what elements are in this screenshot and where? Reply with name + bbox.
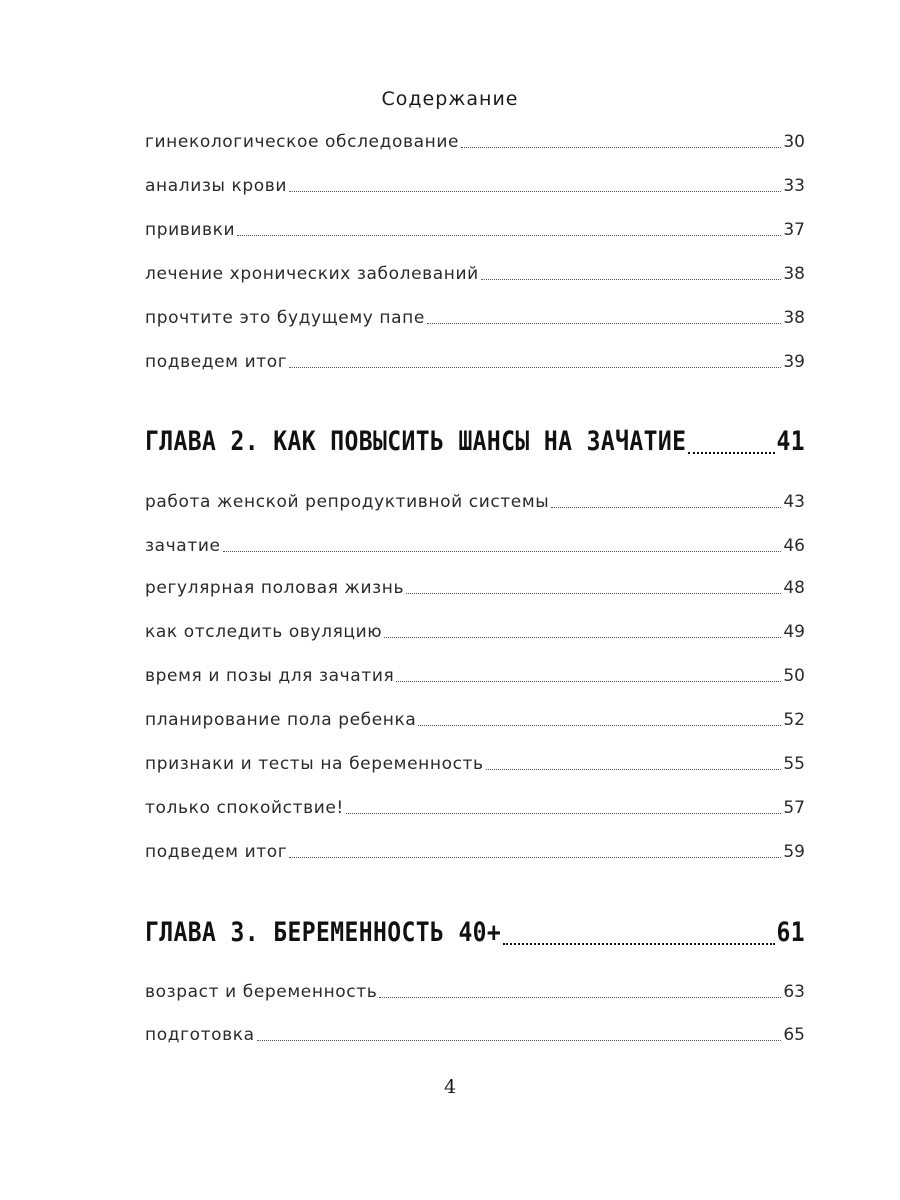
dot-leader <box>346 812 782 814</box>
toc-entry-page: 57 <box>783 798 805 818</box>
toc-entry-page: 46 <box>783 536 805 556</box>
toc-entry-title: анализы крови <box>145 176 288 196</box>
toc-chapter-entry <box>145 427 805 458</box>
toc-entry-title: время и позы для зачатия <box>145 666 395 686</box>
toc-entry <box>145 624 805 641</box>
toc-entry-page: 50 <box>783 666 805 686</box>
toc-entry-title: гинекологическое обследование <box>145 132 460 152</box>
toc-entry <box>145 310 805 327</box>
dot-leader <box>418 724 781 726</box>
dot-leader <box>289 366 781 368</box>
dot-leader <box>396 680 781 682</box>
dot-leader <box>223 550 782 552</box>
dot-leader <box>486 768 782 770</box>
toc-entry-title: подведем итог <box>145 352 288 372</box>
chapter-title: ГЛАВА 3. БЕРЕМЕННОСТЬ 40+ <box>145 918 502 949</box>
toc-entry-page: 43 <box>783 492 805 512</box>
toc-entry-page: 38 <box>783 264 805 284</box>
toc-entry-title: возраст и беременность <box>145 982 378 1002</box>
toc-entry-title: как отследить овуляцию <box>145 622 383 642</box>
dot-leader <box>384 636 781 638</box>
chapter-title: ГЛАВА 2. КАК ПОВЫСИТЬ ШАНСЫ НА ЗАЧАТИЕ <box>145 427 687 458</box>
chapter-page: 61 <box>776 918 805 949</box>
toc-entry-title: зачатие <box>145 536 221 556</box>
toc-entry-page: 30 <box>783 132 805 152</box>
toc-entry <box>145 538 805 555</box>
toc-entry <box>145 580 805 597</box>
toc-entry <box>145 134 805 151</box>
dot-leader <box>551 506 781 508</box>
dot-leader <box>406 592 781 594</box>
toc-entry <box>145 354 805 371</box>
toc-entry <box>145 668 805 685</box>
toc-entry <box>145 494 805 511</box>
dot-leader <box>427 322 781 324</box>
toc-entry-page: 48 <box>783 578 805 598</box>
toc-entry-page: 59 <box>783 842 805 862</box>
toc-entry <box>145 756 805 773</box>
toc-entry-title: прививки <box>145 220 236 240</box>
dot-leader <box>461 146 781 148</box>
toc-entry-page: 63 <box>783 982 805 1002</box>
dot-leader <box>289 856 781 858</box>
toc-entry <box>145 1027 805 1044</box>
toc-entry-title: планирование пола ребенка <box>145 710 417 730</box>
toc-entry-page: 49 <box>783 622 805 642</box>
toc-entry <box>145 712 805 729</box>
chapter-page: 41 <box>776 427 805 458</box>
toc-entry <box>145 844 805 861</box>
toc-entry <box>145 222 805 239</box>
toc-heading: Содержание <box>381 88 519 110</box>
dot-leader <box>257 1039 782 1041</box>
toc-entry-title: подготовка <box>145 1025 255 1045</box>
toc-entry-page: 65 <box>783 1025 805 1045</box>
page-number: 4 <box>443 1076 457 1098</box>
toc-entry <box>145 984 805 1001</box>
toc-entry-page: 38 <box>783 308 805 328</box>
dot-leader <box>688 451 774 454</box>
toc-entry-page: 39 <box>783 352 805 372</box>
toc-entry-title: работа женской репродуктивной системы <box>145 492 550 512</box>
dot-leader <box>379 996 781 998</box>
toc-entry-title: лечение хронических заболеваний <box>145 264 479 284</box>
toc-entry-page: 37 <box>783 220 805 240</box>
dot-leader <box>503 942 774 945</box>
toc-entry-title: регулярная половая жизнь <box>145 578 405 598</box>
toc-chapter-entry <box>145 918 805 949</box>
toc-entry-page: 33 <box>783 176 805 196</box>
toc-entry-page: 55 <box>783 754 805 774</box>
toc-entry-title: подведем итог <box>145 842 288 862</box>
toc-entry <box>145 178 805 195</box>
toc-entry-page: 52 <box>783 710 805 730</box>
toc-entry <box>145 800 805 817</box>
toc-entry-title: только спокойствие! <box>145 798 344 818</box>
toc-entry <box>145 266 805 283</box>
dot-leader <box>237 234 781 236</box>
toc-entry-title: прочтите это будущему папе <box>145 308 425 328</box>
dot-leader <box>289 190 781 192</box>
toc-entry-title: признаки и тесты на беременность <box>145 754 484 774</box>
dot-leader <box>481 278 782 280</box>
